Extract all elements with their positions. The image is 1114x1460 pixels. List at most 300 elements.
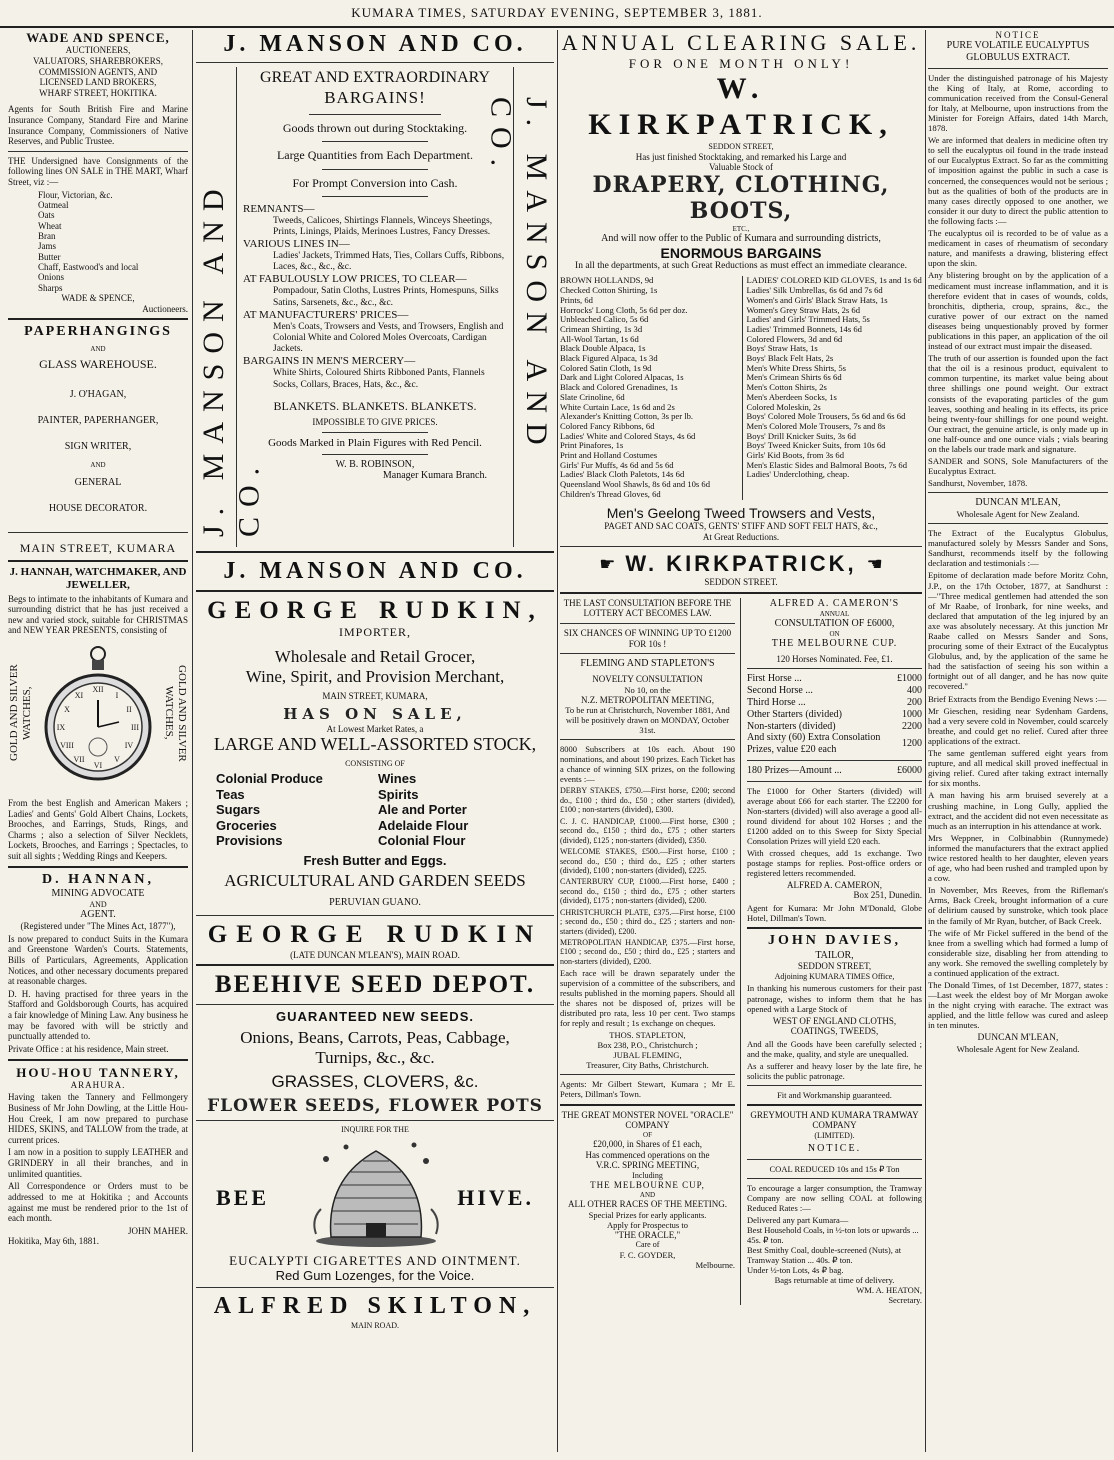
eucalyptus-mclean: DUNCAN M'LEAN, — [975, 497, 1061, 509]
lottery-s3: JUBAL FLEMING, — [613, 1050, 682, 1061]
oracle-s2: Melbourne. — [695, 1259, 735, 1270]
table-cell: 2200 — [902, 720, 922, 732]
svg-text:I: I — [115, 690, 119, 700]
kirk-left-list — [560, 276, 736, 499]
davies-p2: And all the Goods have been carefully selected ; and the make, quality, and style are unequalled. — [747, 1038, 922, 1059]
table-cell: 200 — [907, 696, 922, 708]
eucalyptus-sign1: SANDER and SONS, Sole Manufacturers of the Eucalyptus Extract. — [928, 456, 1108, 477]
beehive-gum: Red Gum Lozenges, for the Voice. — [275, 1267, 475, 1283]
list-item: Men's Cotton Shirts, 2s — [746, 382, 827, 393]
list-item: Ladies' Trimmed Bonnets, 14s 6d — [746, 323, 862, 334]
table-cell: 400 — [907, 685, 922, 697]
paper-name: J. O'HAGAN, — [69, 389, 127, 401]
lottery-christ: CHRISTCHURCH PLATE, £375.—First horse, £100 ; second do., £50 ; third do., £25 ; starters and non-starters (divided), £200. — [560, 907, 735, 936]
list-item: Black Double Alpaca, 1s — [560, 343, 646, 354]
eucalyptus-p13: In November, Mrs Reeves, from the Rifleman's Arms, Back Creek, brought information of a cure of delirium caused by sunstroke, which took place in the family of Mr Ryan, butcher, of Back Creek. — [928, 885, 1108, 926]
paper-trade3: GENERAL — [74, 476, 122, 488]
list-item: Onions — [38, 272, 65, 283]
hannah-text2: From the best English and American Makers ; Ladies' and Gents' Gold Albert Chains, Lockets, Brooches, and Earrings, Studs, Rings, and Charms ; also a selection of Silver Necklets, Lockets, Brooches, and Earrings ; Spectacles, to suit all sights ; Wedding Rings and Keepers. — [8, 797, 188, 862]
column-1 — [8, 30, 188, 1452]
list-item: Girls' Fur Muffs, 4s 6d and 5s 6d — [560, 459, 674, 470]
list-item: Ladies' Underclothing, cheap. — [746, 469, 850, 480]
svg-text:II: II — [126, 704, 132, 714]
kirk-drapery: DRAPERY, CLOTHING, BOOTS, — [592, 171, 890, 224]
davies-street: SEDDON STREET, — [797, 961, 872, 972]
greymouth-ltd: (LIMITED). — [814, 1131, 855, 1141]
manson-var-txt: Ladies' Jackets, Trimmed Hats, Ties, Collars Cuffs, Ribbons, Laces, &c., &c., &c. — [273, 251, 505, 273]
davies-adj: Adjoining KUMARA TIMES Office, — [774, 972, 895, 982]
eucalyptus-p1: Under the distinguished patronage of his Majesty the King of Italy, at Rome, according to communication received from the Consul-General for Italy, at Melbourne, upon instructions from the Minister for Foreign Affairs, dated 14th March, 1878. — [928, 72, 1108, 134]
hannah-text: Begs to intimate to the inhabitants of Kumara and surrounding district that he has just received a new and varied stock, suitable for CHRISTMAS and NEW YEAR PRESENTS, consisting of — [8, 593, 188, 636]
lottery-h1: THE LAST CONSULTATION BEFORE THE LOTTERY ACT BECOMES LAW. — [563, 597, 732, 619]
greymouth-p1: To encourage a larger consumption, the Tramway Company are now selling COAL at following Reduced Rates :— — [747, 1183, 922, 1214]
manson-vert-left: J. MANSON AND CO. — [197, 179, 266, 538]
list-item: Flour, Victorian, &c. — [38, 189, 113, 200]
greymouth-s2: Secretary. — [888, 1295, 922, 1306]
rudkin-rates: At Lowest Market Rates, a — [326, 723, 424, 734]
pointing-hand-icon: ☚ — [866, 553, 883, 574]
eucalyptus-p8: Brief Extracts from the Bendigo Evening News :— — [928, 693, 1107, 704]
lottery-derby: DERBY STAKES, £750.—First horse, £200; second do., £100 ; third do., £50 ; other starters (divided), £100 ; non-starters (divided), £300. — [560, 786, 735, 815]
list-item: Colored Flowers, 3d and 6d — [746, 333, 843, 344]
manson-fab: AT FABULOUSLY LOW PRICES, TO CLEAR— — [243, 273, 467, 286]
manson-var: VARIOUS LINES IN— — [243, 238, 350, 251]
dhannan-title: D. HANNAN, — [41, 871, 155, 887]
list-item: Alexander's Knitting Cotton, 3s per lb. — [560, 411, 694, 422]
svg-text:V: V — [114, 754, 120, 764]
dhannan-sub2: AND — [89, 899, 107, 909]
eucalyptus-mclean2: DUNCAN M'LEAN, — [977, 1032, 1059, 1043]
lottery-s4: Treasurer, City Baths, Christchurch. — [586, 1060, 709, 1071]
oracle-inc: Including — [632, 1170, 663, 1180]
dhannan-sub3: AGENT. — [80, 909, 116, 921]
manson-body — [236, 67, 514, 547]
hannah-title: J. HANNAH, WATCHMAKER, AND JEWELLER, — [9, 565, 187, 591]
list-item: Black Figured Alpaca, 1s 3d — [560, 353, 658, 364]
list-item: Men's Crimean Shirts 6s 6d — [746, 372, 842, 383]
table-row — [747, 721, 922, 733]
table-row — [747, 765, 922, 777]
manson-head2: BARGAINS! — [324, 88, 426, 108]
dhannan-sub1: MINING ADVOCATE — [51, 888, 145, 900]
wade-spence-ad — [8, 30, 188, 314]
lottery-h4: NOVELTY CONSULTATION — [592, 674, 703, 685]
greymouth-d1: Delivered any part Kumara— — [747, 1215, 849, 1226]
rudkin-line2: Wine, Spirit, and Provision Merchant, — [245, 667, 505, 687]
beehive-ad — [196, 970, 554, 1330]
manson-merc-txt: White Shirts, Coloured Shirts Ribboned Pants, Flannels Socks, Collars, Braces, Hats, &c., &c. — [273, 368, 485, 390]
oracle-p1: Has commenced operations on the — [585, 1149, 710, 1160]
lottery-h3: FLEMING AND STAPLETON'S — [580, 658, 715, 670]
kirk-paget: PAGET AND SAC COATS, GENTS' STIFF AND SOFT FELT HATS, &c., — [604, 521, 878, 532]
cameron-p2: With crossed cheques, add 1s exchange. Two postage stamps for replies. Post-office orders or registered letters recommended. — [747, 847, 922, 878]
oracle-h3: V.R.C. SPRING MEETING, — [595, 1160, 700, 1171]
list-item: Checked Cotton Shirting, 1s — [560, 285, 658, 296]
rudkin-stock: LARGE AND WELL-ASSORTED STOCK, — [213, 734, 537, 755]
cameron-prize-table — [747, 673, 922, 756]
manson-man: AT MANUFACTURERS' PRICES— — [243, 308, 409, 321]
paper-and2: AND — [90, 460, 106, 469]
manson-footer: J. MANSON AND CO. — [223, 558, 527, 585]
lottery-p1: 8000 Subscribers at 10s each. About 190 nominations, and about 190 prizes. Each Ticket has a chance of winning SIX prizes, on the following events :— — [560, 744, 735, 785]
list-item: Provisions — [216, 833, 283, 849]
column-rule — [192, 30, 193, 1452]
list-item: Women's Grey Straw Hats, 2s 6d — [746, 304, 861, 315]
svg-text:VIII: VIII — [60, 740, 74, 750]
houhou-p2: I am now in a position to supply LEATHER and GRINDERY in all their branches, and in unlimited quantities. — [8, 1147, 188, 1179]
pointing-hand-icon: ☛ — [599, 553, 616, 574]
davies-ad — [747, 933, 922, 1100]
manson-l2: Large Quantities from Each Department. — [276, 148, 474, 163]
cameron-s1: ALFRED A. CAMERON, — [786, 879, 882, 890]
oracle-s1: F. C. GOYDER, — [619, 1249, 676, 1260]
list-item: Men's Colored Mole Trousers, 7s and 8s — [746, 420, 886, 431]
list-item: Colored Satin Cloth, 1s 9d — [560, 362, 652, 373]
paper-trade2: SIGN WRITER, — [64, 440, 132, 452]
column-rule — [557, 30, 558, 1452]
wade-title: WADE AND SPENCE, — [26, 30, 170, 45]
list-item: Boys' Straw Hats, 1s — [746, 343, 818, 354]
paper-trade1: PAINTER, PAPERHANGER, — [37, 415, 159, 427]
svg-text:XI: XI — [74, 690, 84, 700]
houhou-p3: All Correspondence or Orders must to be addressed to me at Hokitika ; and Accounts against me must be rendered prior to the 1st of each month. — [8, 1181, 188, 1224]
greymouth-coal: COAL REDUCED 10s and 15s ₽ Ton — [769, 1164, 900, 1175]
hannah-left-vert: GOLD AND SILVER WATCHES, — [8, 664, 33, 762]
list-item: Ladies' and Girls' Trimmed Hats, 5s — [746, 314, 870, 325]
list-item: Prints, 6d — [560, 294, 593, 305]
list-item: Ladies' Silk Umbrellas, 6s 6d and 7s 6d — [746, 285, 883, 296]
rudkin-line1: Wholesale and Retail Grocer, — [274, 647, 476, 667]
oracle-ad — [560, 1110, 735, 1270]
list-item: Chaff, Eastwood's and local — [38, 262, 139, 273]
wade-sign2: Auctioneers. — [142, 303, 188, 314]
cameron-p1: The £1000 for Other Starters (divided) will average about £66 for each starter. The £2200 for Non-starters (divided) will also average a good all-round dividend for about 102 Horses ; and the £1200 added on to this Sweep for Sixty Special Consolation Prizes will yield £20 each. — [747, 785, 922, 846]
houhou-title: HOU-HOU TANNERY, — [16, 1064, 180, 1080]
eucalyptus-p2: We are informed that dealers in medicine often try to sell the eucalyptus oil found in the trade instead of our Eucalyptus Extract. So far as the committing of imposition against the public in such a case is concerned, the consequences would not be serious ; but as the qualities of both of the products are in many cases directly opposed to one another, we consider it our duty to direct the public attention to the following facts :— — [928, 135, 1108, 226]
list-item: Print and Holland Costumes — [560, 450, 658, 461]
lottery-ad — [560, 598, 735, 1100]
hannah-ad — [8, 566, 188, 862]
davies-fit: Fit and Workmanship guaranteed. — [777, 1089, 892, 1100]
wade-sign1: WADE & SPENCE, — [61, 293, 135, 304]
list-item: Sugars — [216, 802, 261, 818]
oracle-h6: "THE ORACLE," — [614, 1229, 681, 1240]
beehive-title: BEEHIVE SEED DEPOT. — [214, 971, 536, 999]
paper-and: AND — [90, 344, 106, 353]
kirk-month: FOR ONE MONTH ONLY! — [628, 55, 854, 71]
eucalyptus-p12: Mrs Weppner, in Colbinabbin (Runnymede) informed the manufacturers that the extract applied twice restored health to her daughter, eleven years of age, who had been rushed and trampled upon by a cow. — [928, 832, 1108, 884]
davies-p1: In thanking his numerous customers for their past patronage, wishes to inform them that he has opened with a Large Stock of — [747, 983, 922, 1014]
table-row — [747, 709, 922, 721]
cameron-noms: 120 Horses Nominated. Fee, £1. — [776, 653, 893, 664]
svg-text:IV: IV — [124, 740, 134, 750]
list-item: White Curtain Lace, 1s 6d and 2s — [560, 401, 675, 412]
eucalyptus-agent: Wholesale Agent for New Zealand. — [956, 508, 1080, 519]
cameron-h3: CONSULTATION OF £6000, — [774, 617, 895, 629]
list-item: All-Wool Tartan, 1s 6d — [560, 333, 639, 344]
greymouth-s1: WM. A. HEATON, — [856, 1285, 922, 1296]
dhannan-p3: Private Office : at his residence, Main street. — [8, 1043, 169, 1054]
eucalyptus-p7: Epitome of declaration made before Moritz Cohn, J.P., on the 17th October, 1877, at Sandhurst :—"Three medical gentlemen had attended the son of Mr Raabe, of Ironbark, for nine weeks, and declared that amputation of the leg injured by an axe was absolutely necessary. At this junction Mr Raabe called on Messrs Sander and Sons, procuring some of their Extract of the Eucalyptus Globulus, and, by the application of the same he had the satisfaction of seeing his son within a fortnight out of all danger, and he has now quite recovered." — [928, 570, 1108, 692]
list-item: Crimean Shirting, 1s 3d — [560, 323, 643, 334]
manson-rem-txt: Tweeds, Calicoes, Shirtings Flannels, Winceys Sheetings, Prints, Linings, Plaids, Merinoes Lustres, Fancy Dresses. — [273, 215, 493, 237]
davies-trade: TAILOR, — [815, 949, 854, 961]
eucalyptus-p6: The Extract of the Eucalyptus Globulus, manufactured solely by Messrs Sander and Sons, Sandhurst, recommends itself by the following declaration and testimonials :— — [928, 528, 1108, 569]
houhou-p1: Having taken the Tannery and Fellmongery Business of Mr John Dowling, at the Little Hou-Hou Creek, I am now prepared to purchase HIDES, SKINS, and TALLOW from the trade, at current prices. — [8, 1092, 188, 1145]
list-item: Horrocks' Long Cloth, 5s 6d per doz. — [560, 304, 688, 315]
svg-text:VI: VI — [93, 760, 103, 770]
greymouth-h1: GREYMOUTH AND KUMARA TRAMWAY COMPANY — [750, 1109, 919, 1131]
rudkin-right-list — [378, 771, 534, 849]
list-item: Colonial Produce — [216, 770, 323, 786]
kirk-annual: ANNUAL CLEARING SALE. — [561, 30, 921, 55]
table-cell: Second Horse ... — [747, 685, 813, 697]
list-item: Boys' Colored Mole Trousers, 5s 6d and 6s 6d — [746, 411, 906, 422]
list-item: Butter — [38, 251, 61, 262]
eucalyptus-notice: NOTICE — [995, 30, 1041, 40]
column-3 — [560, 30, 922, 1452]
rudkin-imp: IMPORTER, — [339, 625, 411, 640]
kirk-etc: ETC., — [732, 224, 750, 233]
lottery-s2: Box 238, P.O., Christchurch ; — [597, 1040, 698, 1051]
lottery-left-column — [560, 598, 741, 1306]
oracle-and: AND — [639, 1190, 656, 1199]
beehive-flower: FLOWER SEEDS, FLOWER POTS — [207, 1096, 543, 1117]
list-item: Groceries — [216, 817, 277, 833]
dhannan-p1: Is now prepared to conduct Suits in the Kumara and Greenstone Warden's Courts. Statements, Bills of Particulars, Agreements, Application Notices, and other necessary documents prepared at reasonable charges. — [8, 933, 188, 987]
table-cell: Other Starters (divided) — [747, 708, 842, 720]
oracle-p2: Special Prizes for early applicants. — [588, 1209, 707, 1220]
cameron-ad — [747, 598, 922, 923]
cameron-right-column — [747, 598, 922, 1306]
table-cell: 180 Prizes—Amount ... — [747, 764, 842, 776]
rudkin-butter: Fresh Butter and Eggs. — [303, 852, 447, 868]
cameron-h1: ALFRED A. CAMERON'S — [769, 597, 900, 609]
list-item: Wheat — [38, 220, 62, 231]
greymouth-d2: Best Household Coals, in ½-ton lots or upwards ... 45s. ₽ ton. — [747, 1225, 919, 1246]
lottery-welcome: WELCOME STAKES, £500.—First horse, £100 ; second do., £50 ; third do., £25 ; other starters (divided), £100 ; non-starters (divided), £225. — [560, 847, 735, 875]
manson-l1: Goods thrown out during Stocktaking. — [282, 121, 468, 136]
dhannan-reg: (Registered under "The Mines Act, 1877"), — [20, 921, 176, 932]
lottery-cjc: C. J. C. HANDICAP, £1000.—First horse, £300 ; second do., £150 ; third do., £75 ; other starters (divided), £125 ; non-starters (divided), £350. — [560, 816, 735, 845]
list-item: Slate Crinoline, 6d — [560, 391, 625, 402]
pocket-watch-icon — [43, 642, 153, 792]
kirk-geelong: Men's Geelong Tweed Trowsers and Vests, — [606, 504, 876, 521]
lottery-metro: METROPOLITAN HANDICAP, £375.—First horse, £100 ; second do., £50 ; third do., £25 ; starters and non-starters (divided), £200. — [560, 938, 735, 966]
manson-imp: IMPOSSIBLE TO GIVE PRICES. — [312, 416, 438, 427]
paper-street: MAIN STREET, KUMARA — [19, 541, 177, 556]
cameron-s2: Box 251, Dunedin. — [853, 890, 922, 901]
manson-vert-right: J. MANSON AND CO. — [484, 97, 553, 455]
svg-text:IX: IX — [56, 722, 66, 732]
list-item: Ladies' White and Colored Stays, 4s 6d — [560, 430, 696, 441]
table-cell: £1000 — [897, 673, 922, 685]
eucalyptus-p11: A man having his arm bruised severely at a crushing machine, in Long Gully, applied the extract, and the accident did not even necessitate as much as an interruption in his attendance at work. — [928, 790, 1108, 831]
wade-sub3: LICENSED LAND BROKERS, — [39, 77, 157, 88]
wade-consign: THE Undersigned have Consignments of the following lines ON SALE in THE MART, Wharf Street, viz :— — [8, 155, 188, 188]
list-item: Jams — [38, 241, 56, 252]
cameron-agent: Agent for Kumara: Mr John M'Donald, Globe Hotel, Dillman's Town. — [747, 903, 922, 924]
greymouth-d5: Bags returnable at time of delivery. — [774, 1275, 895, 1286]
list-item: BROWN HOLLANDS, 9d — [560, 275, 654, 286]
houhou-ad — [8, 1065, 188, 1247]
kirk-at: At Great Reductions. — [702, 531, 780, 542]
list-item: Bran — [38, 231, 56, 242]
davies-name: JOHN DAVIES, — [768, 933, 901, 949]
list-item: Colored Moleskin, 2s — [746, 401, 821, 412]
oracle-h1: THE GREAT MONSTER NOVEL "ORACLE" COMPANY — [561, 1109, 734, 1131]
dhannan-ad — [8, 872, 188, 1055]
greymouth-notice: NOTICE. — [807, 1143, 862, 1155]
wade-sub1: AUCTIONEERS, — [65, 45, 131, 56]
manson-marked: Goods Marked in Plain Figures with Red Pencil. — [268, 436, 482, 449]
eucalyptus-p5: The truth of our assertion is founded upon the fact that the oil is a resinous product, equivalent to common turpentine, its market value being about three shillings one pound weight. Our extract consists of the evaporating particles of the gum leaves, soothing and healing in its effects, its price being twenty-four shillings for one pound weight. Our extract, the genuine article, is only made up in one half-ounce and one ounce vials ; vials bearing on the labels our trade mark and signature. — [928, 353, 1108, 454]
svg-text:XII: XII — [92, 684, 104, 694]
beehive-hive: HIVE. — [457, 1184, 534, 1210]
list-item: Boys' Tweed Knicker Suits, from 10s 6d — [746, 440, 886, 451]
eucalyptus-p3: The eucalyptus oil is recorded to be of value as a medicament in cases of rheumatism of secondary nature, and manifests a drawing, blistering effect upon the skin. — [928, 228, 1108, 269]
list-item: Boys' Drill Knicker Suits, 3s 6d — [746, 430, 856, 441]
rudkin-street: MAIN STREET, KUMARA, — [322, 691, 428, 702]
paper-trade4: HOUSE DECORATOR. — [48, 502, 148, 514]
davies-p3: As a sufferer and heavy loser by the late fire, he solicits the public patronage. — [747, 1060, 922, 1081]
table-cell: Third Horse ... — [747, 696, 806, 708]
manson-sign1: W. B. ROBINSON, — [335, 458, 415, 470]
lottery-h5: No 10, on the — [624, 684, 671, 695]
wade-items — [8, 190, 188, 293]
paper-glass: GLASS WAREHOUSE. — [39, 357, 157, 372]
list-item: Dark and Light Colored Alpacas, 1s — [560, 372, 684, 383]
greymouth-d4: Under ½-ton Lots, 4s ₽ bag. — [747, 1265, 844, 1276]
wade-agents: Agents for South British Fire and Marine Insurance Company, Standard Fire and Marine Insurance Company, Commissioners of Native Reserves, and Public Trustee. — [8, 104, 188, 147]
eucalyptus-sign2: Sandhurst, November, 1878. — [928, 478, 1028, 489]
davies-h1: WEST OF ENGLAND CLOTHS, — [772, 1015, 897, 1026]
beehive-road: MAIN ROAD. — [351, 1320, 399, 1330]
beehive-euc: EUCALYPTI CIGARETTES AND OINTMENT. — [229, 1252, 521, 1268]
svg-text:III: III — [131, 722, 139, 732]
eucalyptus-p9: Mr Gieschen, residing near Sydenham Gardens, had a very severe cold in November, could scarcely breathe, and could get no relief. Cured after three applications of the extract. — [928, 705, 1108, 746]
manson-head1: GREAT AND EXTRAORDINARY — [260, 69, 490, 87]
houhou-sign: JOHN MAHER. — [127, 1225, 188, 1236]
paper-title: PAPERHANGINGS — [24, 324, 172, 340]
lottery-agents: Agents: Mr Gilbert Stewart, Kumara ; Mr E. Peters, Dillman's Town. — [560, 1079, 735, 1100]
lottery-p2: Each race will be drawn separately under the supervision of a committee of the subscribers, and results published in the morning papers. Should all the shares not be disposed of, prizes will be distributed pro rata, less 10 per cent. Two stamps for reply and result ; 1s exchange on cheques. — [560, 968, 735, 1029]
list-item: Black and Colored Grenadines, 1s — [560, 382, 678, 393]
table-cell: £6000 — [897, 764, 922, 776]
beehive-grass: GRASSES, CLOVERS, &c. — [271, 1072, 479, 1092]
davies-h2: COATINGS, TWEEDS, — [790, 1026, 879, 1037]
beehive-bee: BEE — [216, 1184, 270, 1210]
beehive-icon — [306, 1139, 446, 1249]
rudkin-left-list — [216, 771, 372, 849]
list-item: Sharps — [38, 282, 63, 293]
manson-merc: BARGAINS IN MEN'S MERCERY— — [243, 355, 416, 368]
kirk-enorm: ENORMOUS BARGAINS — [660, 244, 822, 261]
lottery-cant: CANTERBURY CUP, £1000.—First horse, £400 ; second do., £150 ; third do., £75 ; other starters (divided), £175 ; non-starters (divided), £200. — [560, 877, 735, 906]
list-item: Oatmeal — [38, 199, 69, 210]
list-item: Men's Elastic Sides and Balmoral Boots, 7s 6d — [746, 459, 908, 470]
rudkin-guano: PERUVIAN GUANO. — [329, 897, 421, 909]
lottery-h7: To be run at Christchurch, November 1881, And will be positively drawn on MONDAY, October 31st. — [565, 705, 730, 736]
cameron-h2: ANNUAL — [819, 609, 850, 618]
rudkin-title: GEORGE RUDKIN, — [207, 596, 543, 624]
oracle-h5: ALL OTHER RACES OF THE MEETING. — [568, 1199, 727, 1210]
list-item: Men's Aberdeen Socks, 1s — [746, 391, 837, 402]
lottery-h6: N.Z. METROPOLITAN MEETING, — [580, 694, 714, 705]
list-item: Queensland Wool Shawls, 8s 6d and 10s 6d — [560, 479, 711, 490]
list-item: Girls' Kid Boots, from 3s 6d — [746, 450, 845, 461]
list-item: Ladies' Black Cloth Paletots, 14s 6d — [560, 469, 685, 480]
list-item: Women's and Girls' Black Straw Hats, 1s — [746, 294, 888, 305]
beehive-skilton: ALFRED SKILTON, — [213, 1293, 537, 1320]
paperhangings-ad — [8, 324, 188, 555]
beehive-inquire: INQUIRE FOR THE — [341, 1125, 409, 1135]
list-item: Adelaide Flour — [378, 817, 469, 833]
list-item: Spirits — [378, 786, 419, 802]
kirk-name2: W. KIRKPATRICK, — [625, 551, 857, 577]
cameron-h4: THE MELBOURNE CUP. — [771, 637, 898, 649]
list-item: Men's White Dress Shirts, 5s — [746, 362, 846, 373]
list-item: Oats — [38, 210, 55, 221]
cameron-on: ON — [829, 629, 840, 638]
table-cell: First Horse ... — [747, 673, 802, 685]
list-item: Unbleached Calico, 5s 6d — [560, 314, 649, 325]
houhou-sub: ARAHURA. — [70, 1079, 126, 1090]
manson-l3: For Prompt Conversion into Cash. — [292, 175, 458, 190]
column-2 — [196, 30, 554, 1452]
kirk-street2: SEDDON STREET. — [704, 577, 778, 588]
table-row — [747, 685, 922, 697]
column-rule — [925, 30, 926, 1452]
manson-fab-txt: Pompadour, Satin Cloths, Lustres Prints, Homespuns, Silks Satins, Sarsenets, &c., &c., &c. — [273, 286, 499, 308]
list-item: Boys' Black Felt Hats, 2s — [746, 353, 834, 364]
rudkin-title2: GEORGE RUDKIN — [207, 921, 543, 949]
column-4 — [928, 30, 1108, 1452]
oracle-h2: £20,000, in Shares of £1 each, — [593, 1138, 702, 1149]
hannah-right-vert: GOLD AND SILVER WATCHES, — [163, 664, 188, 762]
svg-text:X: X — [64, 704, 70, 714]
kirk-name: W. KIRKPATRICK, — [588, 72, 894, 141]
manson-man-txt: Men's Coats, Trowsers and Vests, and Trowsers, English and Colonial White and Colored Moles Overcoats, Cardigan Jackets. — [273, 321, 504, 355]
manson-blank: BLANKETS. BLANKETS. BLANKETS. — [273, 398, 477, 413]
oracle-p3: Apply for Prospectus to — [607, 1219, 688, 1230]
greymouth-d3: Best Smithy Coal, double-screened (Nuts), at Tramway Station ... 40s. ₽ ton. — [747, 1245, 902, 1266]
lottery-s1: THOS. STAPLETON, — [609, 1030, 686, 1041]
kirk-finished: Has just finished Stocktaking, and remarked his Large and Valuable Stock of — [635, 151, 847, 173]
list-item: Teas — [216, 786, 245, 802]
wade-sub4: WHARF STREET, HOKITIKA. — [39, 87, 157, 98]
manson-rem: REMNANTS— — [243, 202, 315, 215]
hannah-watch-block — [8, 638, 188, 796]
oracle-care: Care of — [635, 1240, 660, 1250]
list-item: Children's Thread Gloves, 6d — [560, 488, 661, 499]
eucalyptus-agent2: Wholesale Agent for New Zealand. — [956, 1043, 1080, 1054]
houhou-date: Hokitika, May 6th, 1881. — [8, 1236, 99, 1247]
beehive-l2: Turnips, &c., &c. — [315, 1048, 435, 1068]
eucalyptus-p14: The wife of Mr Fickel suffered in the bend of the knee from a swelling which had formed a lump of considerable size, disabling her from attending to any work. She removed the swelling completely by a continued application of the extract. — [928, 927, 1108, 978]
list-item: Colonial Flour — [378, 833, 466, 849]
rudkin-ad — [196, 596, 554, 961]
manson-title: J. MANSON AND CO. — [223, 31, 527, 57]
rudkin-cons: CONSISTING OF — [345, 758, 405, 768]
kirk-right-list — [742, 276, 923, 499]
list-item: Print Pinafores, 1s — [560, 440, 624, 451]
wade-sub2: VALUATORS, SHAREBROKERS, COMMISSION AGENTS, AND — [33, 55, 163, 77]
table-cell: Non-starters (divided) — [747, 720, 836, 732]
kirk-offer: And will now offer to the Public of Kumara and surrounding districts, — [601, 232, 881, 244]
list-item: Colored Fancy Ribbons, 6d — [560, 420, 655, 431]
list-item: Wines — [378, 770, 417, 786]
